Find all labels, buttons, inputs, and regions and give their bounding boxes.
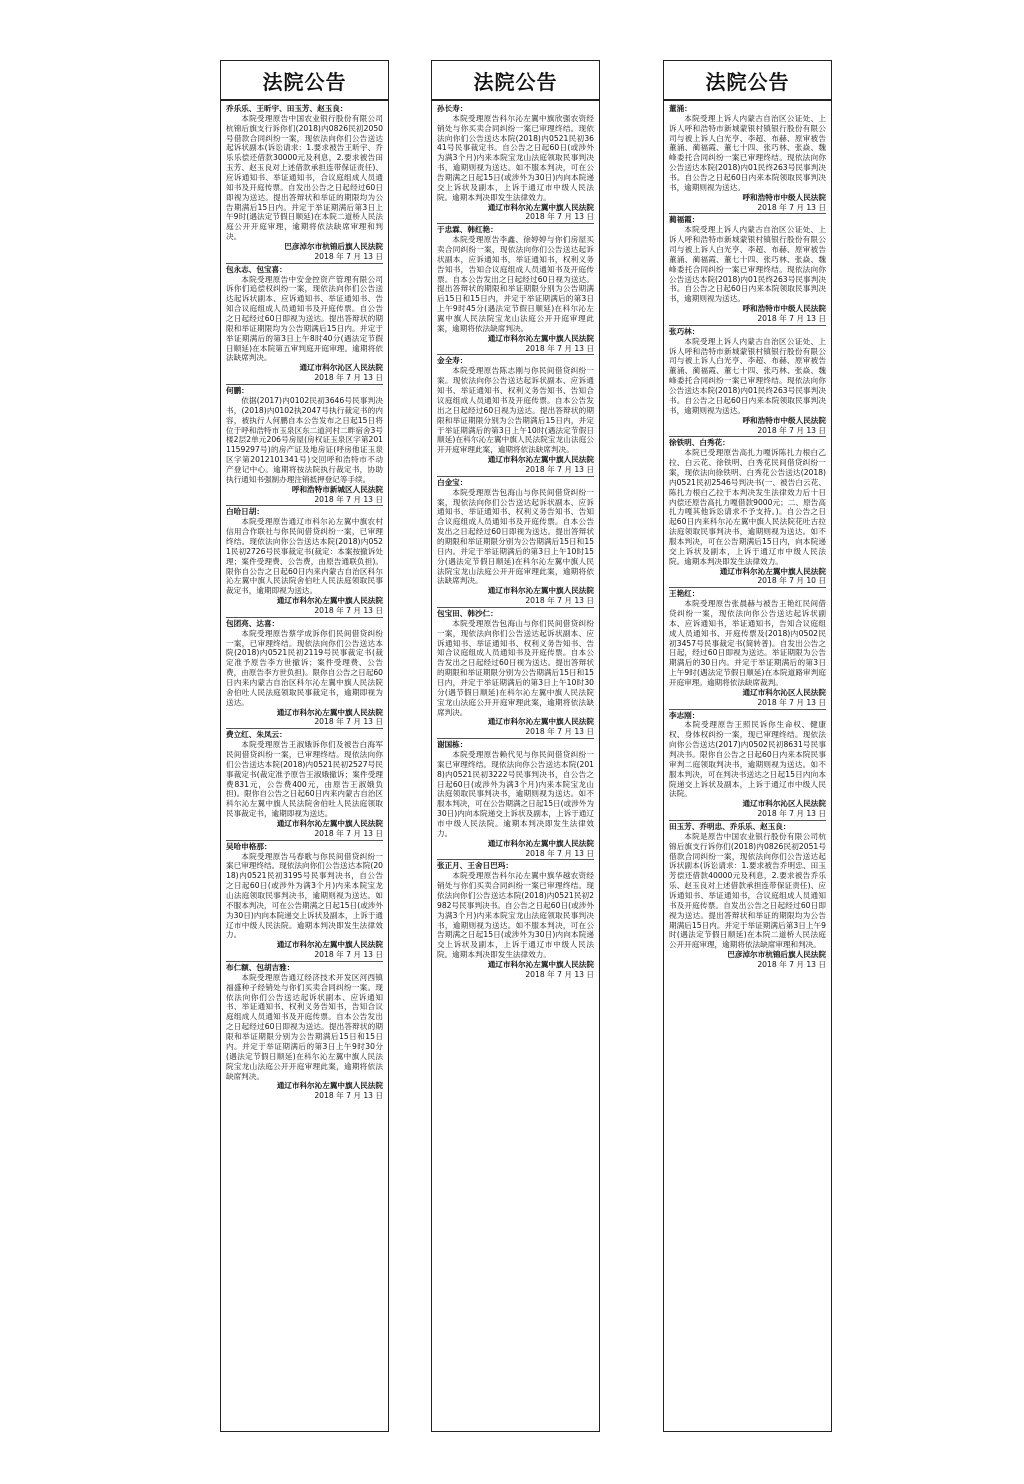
- court-notice: [669, 821, 826, 971]
- notice-court: 巴彦淖尔市杭锦后旗人民法院: [727, 950, 826, 960]
- notice-body: 本院受理上诉人内蒙古自治区公证处、上诉人呼和浩特市新城蒙银村镇银行股份有限公司与被上诉人白光亨、李超、布赫、原审被告董涌、蔺福霞、董七十四、张巧林、张焱、魏峰委托合同纠纷一案已审理终结。现依法向你公告送达本院(2018)内01民终263号民事判决书。自公告之日起60日内来本院领取民事判决书，逾期则视为送达。: [669, 225, 826, 304]
- notice-court: 通辽市科尔沁左翼中旗人民法院: [719, 566, 826, 576]
- court-notice: [437, 739, 594, 860]
- notice-body: 本院受理上诉人内蒙古自治区公证处、上诉人呼和浩特市新城蒙银村镇银行股份有限公司与被上诉人白光亨、李超、布赫、原审被告董涌、蔺福霞、董七十四、张巧林、张焱、魏峰委托合同纠纷一案已审理终结。现依法向你公告送达本院(2018)内01民终263号民事判决书。自公告之日起60日内来本院领取民事判决书，逾期则视为送达。: [669, 336, 826, 415]
- notice-recipient: 李志刚：: [669, 710, 700, 720]
- notice-body: 依据(2017)内0102民初3646号民事判决书，(2018)内0102执2047号执行裁定书的内容，被执行人何鹏自本公告发布之日起15日将位于呼和浩特市玉泉区东二道河村二畔宿舍3号楼2层2单元206号房屋(房权证玉泉区字第2011159297号)的房产证及地房证(呼房他证玉泉区字第2012101341号)交回呼和浩特市不动产登记中心。逾期将按法院执行裁定书，协助执行通知书强制办理注销抵押登记等手续。: [226, 395, 383, 484]
- column-3: [663, 60, 832, 1432]
- court-notice: [669, 710, 826, 821]
- notice-recipient: 费立红、朱凤云：: [226, 730, 287, 740]
- court-notice: [669, 103, 826, 214]
- column-title: 法院公告: [221, 61, 388, 101]
- notice-body: 本院受理原告中国农业银行股份有限公司杭锦后旗支行诉你们(2018)内0826民初2050号借款合同纠纷一案，现依法向你们公告送达起诉状副本(诉讼请求：1.要求被告王昕宇、乔乐乐偿还借款30000元及利息，2.要求被告田玉芳、赵玉良对上述借款承担连带保证责任)、应诉通知书、举证通知书，合议庭组成人员通知书及开庭传票。自发出公告之日起经过60日即视为送达。提出答辩状和举证的期限均为公告期满后15日内。并定于举证期满后第3日上午9时(遇法定节假日顺延)在本院二道桥人民法庭公开开庭审理，逾期将依法缺席审理和判决。: [226, 113, 383, 242]
- court-notice: [437, 477, 594, 608]
- notice-date: 2018 年 7 月 13 日: [525, 343, 594, 353]
- notice-date: 2018 年 7 月 13 日: [757, 960, 826, 970]
- notice-recipient: 包宝田、韩沙仁：: [437, 608, 498, 618]
- notice-recipient: 何鹏：: [226, 386, 249, 396]
- notice-court: 呼和浩特市中级人民法院: [742, 415, 826, 425]
- notice-court: 通辽市科尔沁区人民法院: [742, 687, 826, 697]
- notice-recipient: 吴哈申格那：: [226, 841, 272, 851]
- court-notice: [226, 506, 383, 617]
- notice-date: 2018 年 7 月 13 日: [525, 596, 594, 606]
- notice-body: 本院受理原告张晨赫与被告王艳红民间借贷纠纷一案，现依法向你公告送达起诉状副本、应诉通知书，举证通知书，告知合议庭组成人员通知书、开庭传票及(2018)内0502民初3457号民事裁定书(简转普)。自发出公告之日起，经过60日即视为送达。举证期限为公告期满后的30日内。并定于举证期满后的第3日上午9时(遇法定节假日顺延)在本院道路审判庭开庭审理。逾期将依法缺席裁判。: [669, 599, 826, 687]
- notice-recipient: 王艳红：: [669, 589, 700, 599]
- notice-recipient: 白金宝：: [437, 477, 468, 487]
- notice-court: 通辽市科尔沁左翼中旗人民法院: [276, 1081, 383, 1091]
- column-title: 法院公告: [432, 61, 599, 101]
- notice-recipient: 蔺福霞：: [669, 215, 700, 225]
- notice-date: 2018 年 7 月 13 日: [314, 605, 383, 615]
- notice-recipient: 包团亮、达喜：: [226, 618, 280, 628]
- notice-recipient: 徐铁明、白秀花：: [669, 438, 730, 448]
- notice-date: 2018 年 7 月 13 日: [757, 697, 826, 707]
- court-notice: [437, 355, 594, 476]
- notice-body: 本院受理原告陈志刚与你民间借贷纠纷一案。现依法向你公告送达起诉状副本、应诉通知书、举证通知书、权利义务告知书、告知合议庭组成人员通知书及开庭传票。自本公告发出之日起经过60日视为送达。提出答辩状的期限和举证期限分别为公告期满后15日内，并定于举证期满后的第3日上午10时(遇法定节假日顺延)在科尔沁左翼中旗人民法院宝龙山法庭公开开庭审理此案，逾期将依法缺席判决。: [437, 366, 594, 455]
- notice-date: 2018 年 7 月 13 日: [314, 1091, 383, 1101]
- notice-recipient: 董涌：: [669, 104, 692, 113]
- notice-date: 2018 年 7 月 13 日: [314, 494, 383, 504]
- notice-court: 通辽市科尔沁左翼中旗人民法院: [487, 455, 594, 465]
- court-notice: [669, 588, 826, 709]
- notice-court: 通辽市科尔沁左翼中旗人民法院: [276, 707, 383, 717]
- notice-date: 2018 年 7 月 13 日: [525, 464, 594, 474]
- notice-body: 本院受理原告蔡学成诉你们民间借贷纠纷一案，已审理终结。现依法向你们公告送达本院(2018)内0521民初2119号民事裁定书(裁定准予原告李方世撤诉；案件受理费、公告费，由原告李方世负担)。限你自公告之日起60日内来内蒙古自治区科尔沁左翼中旗人民法院舍伯吐人民法庭领取民事裁定书，逾期即视为送达。: [226, 628, 383, 707]
- notice-date: 2018 年 7 月 13 日: [314, 950, 383, 960]
- notice-recipient: 张正月、王舍日巴玛：: [437, 861, 513, 871]
- notice-body: 本院受理上诉人内蒙古自治区公证处、上诉人呼和浩特市新城蒙银村镇银行股份有限公司与被上诉人白光亨、李超、布赫、原审被告董涌、蔺福霞、董七十四、张巧林、张焱、魏峰委托合同纠纷一案已审理终结。现依法向你公告送达本院(2018)内01民终263号民事判决书。自公告之日起60日内来本院领取民事判决书，逾期则视为送达。: [669, 113, 826, 192]
- notice-date: 2018 年 7 月 13 日: [757, 425, 826, 435]
- notice-recipient: 孙长寿：: [437, 104, 468, 113]
- notice-recipient: 包永志、包宝喜：: [226, 264, 287, 274]
- notice-recipient: 布仁额、包胡吉雅：: [226, 963, 295, 973]
- notice-date: 2018 年 7 月 13 日: [525, 969, 594, 979]
- court-notice: [437, 103, 594, 224]
- court-notice: [226, 103, 383, 264]
- notice-court: 通辽市科尔沁左翼中旗人民法院: [487, 838, 594, 848]
- court-notice: [226, 385, 383, 506]
- notice-body: 本院受理原告包海山与你们民间借贷纠纷一案，现依法向你们公告送达起诉状副本、应诉通知书、举证通知书、权利义务告知书、告知合议庭组成人员通知书及开庭传票。自本公告发出之日起经过60日视为送达。提出答辩状的期限和举证期限分别为公告期满后15日和15日内，并定于举证期满后的第3日上午10时30分(遇节假日顺延)在科尔沁左翼中旗人民法院宝龙山法庭公开开庭审理此案，逾期将依法缺席判决。: [437, 618, 594, 717]
- notice-body: 本院受理原告李鑫、徐婷婷与你们房屋买卖合同纠纷一案，现依法向你们公告送达起诉状副本，应诉通知书，举证通知书，权利义务告知书，告知合议庭组成人员通知书及开庭传票。自本公告发出之日起经过60日视为送达。提出答辩状的期限和举证期限分别为公告期满后15日和15日内，并定于举证期满后的第3日上午9时45分(遇法定节假日顺延)在科尔沁左翼中旗人民法院宝龙山法庭公开开庭审理此案，逾期将依法缺席判决。: [437, 235, 594, 333]
- court-notice: [226, 962, 383, 1102]
- court-notice: [226, 729, 383, 840]
- court-notice: [669, 437, 826, 588]
- notice-body: 本院受理原告包海山与你民间借贷纠纷一案，现依法向你们公告送达起诉状副本、应诉通知书、举证通知书、权利义务告知书、告知合议庭组成人员通知书及开庭传票。自本公告发出之日起经过60日即视为送达。提出答辩状的期限和举证期限分别为公告期满后15日和15日内。并定于举证期满后的第3日上午10时15分(遇法定节假日顺延)在科尔沁左翼中旗人民法院宝龙山法庭公开开庭审理此案，逾期将依法缺席判决。: [437, 487, 594, 586]
- notice-court: 通辽市科尔沁左翼中旗人民法院: [487, 960, 594, 970]
- notice-recipient: 于忠霖、韩红艳：: [437, 225, 498, 235]
- notice-court: 通辽市科尔沁左翼中旗人民法院: [487, 333, 594, 343]
- notice-court: 通辽市科尔沁左翼中旗人民法院: [487, 586, 594, 596]
- notice-body: 本院受理原告马春歌与你民间借贷纠纷一案已审理终结。现依法向你们公告送达本院(2018)内0521民初3195号民事判决书，自公告之日起60日(或涉外为满3个月)内来本院宝龙山法庭领取民事判决书，逾期则视为送达。如不服本判决，可在公告期满之日起15日(或涉外为30日)内向本院递交上诉状及副本，上诉于通辽市中级人民法院。逾期本判决即发生法律效力。: [226, 851, 383, 940]
- notice-date: 2018 年 7 月 13 日: [525, 212, 594, 222]
- notice-body: 本院已受理原告高扎力嘎诉陈扎力根白乙拉、白云花、徐铁明、白秀花民间借贷纠纷一案，现依法向徐铁明、白秀花公告送达(2018)内0521民初2546号判决书(一、被告白云花、陈扎力根白乙拉于本判决发生法律效力后十日内偿还原告高扎力嘎借款9000元；二、原告高扎力嘎其他诉讼请求不予支持。)。自公告之日起60日内来科尔沁左翼中旗人民法院花吐古拉法庭领取民事判决书，逾期则视为送达。如不服本判决，可在公告期满后15日内，向本院递交上诉状及副本，上诉于通辽市中级人民法院。逾期本判决即发生法律效力。: [669, 448, 826, 566]
- notice-date: 2018 年 7 月 13 日: [525, 848, 594, 858]
- column-title: 法院公告: [664, 61, 831, 101]
- notice-court: 通辽市科尔沁左翼中旗人民法院: [487, 717, 594, 727]
- notice-body: 本院是原告中国农业银行股份有限公司杭锦后旗支行诉你们(2018)内0826民初2051号借款合同纠纷一案，现依法向你们公告送达起诉状副本(诉讼请求：1.要求被告乔明忠、田玉芳偿还借款40000元及利息，2.要求被告乔乐乐、赵玉良对上述借款承担连带保证责任)、应诉通知书、举证通知书，合议庭组成人员通知书及开庭传票。自发出公告之日起经过60日即视为送达。提出答辩状和举证的期限均为公告期满后15日内。并定于举证期满后第3日上午9时(遇法定节假日顺延)在本院二道桥人民法庭公开开庭审理，逾期将依法缺席审理和判决。: [669, 831, 826, 950]
- notice-body: 本院受理原告王照民诉你生命权、健康权、身体权纠纷一案，现已审理终结。现依法向你公告送达(2017)内0502民初8631号民事判决书。限你自公告之日起60日内来本院民事审判二庭领取判决书，逾期则视为送达。如不服本判决，可在判决书送达之日起15日内向本院递交上诉状及副本，上诉于通辽市中级人民法院。: [669, 720, 826, 799]
- notice-court: 通辽市科尔沁左翼中旗人民法院: [487, 202, 594, 212]
- column-2: [431, 60, 600, 1432]
- notice-body: 本院受理原告科尔沁左翼中旗华越农资经销处与你们买卖合同纠纷一案已审理终结。现依法向你们公告送达本院(2018)内0521民初2982号民事判决书。自公告之日起60日(或涉外为满3个月)内来本院宝龙山法庭领取民事判决书，逾期则视为送达。如不服本判决，可在公告期满之日起15日(或涉外为30日)内向本院递交上诉状及副本，上诉于通辽市中级人民法院。逾期本判决即发生法律效力。: [437, 871, 594, 960]
- notice-court: 通辽市科尔沁左翼中旗人民法院: [276, 940, 383, 950]
- notice-court: 通辽市科尔沁左翼中旗人民法院: [276, 819, 383, 829]
- notice-date: 2018 年 7 月 10 日: [757, 576, 826, 586]
- notice-court: 通辽市科尔沁左翼中旗人民法院: [276, 596, 383, 606]
- notice-date: 2018 年 7 月 13 日: [757, 809, 826, 819]
- notice-date: 2018 年 7 月 13 日: [757, 314, 826, 324]
- court-notice: [669, 214, 826, 325]
- notice-recipient: 张巧林：: [669, 326, 700, 336]
- court-notice: [437, 608, 594, 739]
- notice-date: 2018 年 7 月 13 日: [314, 717, 383, 727]
- notice-date: 2018 年 7 月 13 日: [757, 202, 826, 212]
- notice-recipient: 谢国栋：: [437, 740, 468, 750]
- notice-date: 2018 年 7 月 13 日: [314, 828, 383, 838]
- court-notice: [437, 860, 594, 980]
- notice-court: 呼和浩特市中级人民法院: [742, 304, 826, 314]
- notice-recipient: 乔乐乐、王昕宇、田玉芳、赵玉良：: [226, 104, 348, 113]
- notice-body: 本院受理原告科尔沁左翼中旗欣强农资经销处与你买卖合同纠纷一案已审理终结。现依法向你们公告送达本院(2018)内0521民初3641号民事裁定书。自公告之日起60日(或涉外为满3个月)内来本院宝龙山法庭领取民事判决书，逾期则视为送达。如不服本判决，可在公告期满之日起15日(或涉外为30日)内向本院递交上诉状及副本，上诉于通辽市中级人民法院。逾期本判决即发生法律效力。: [437, 113, 594, 202]
- court-notice: [226, 841, 383, 962]
- court-notice: [669, 326, 826, 437]
- notice-court: 通辽市科尔沁区人民法院: [742, 799, 826, 809]
- notice-recipient: 田玉芳、乔明忠、乔乐乐、赵玉良：: [669, 822, 791, 832]
- notice-court: 通辽市科尔沁区人民法院: [299, 363, 383, 373]
- notice-court: 巴彦淖尔市杭锦后旗人民法院: [284, 242, 383, 252]
- notice-court: 呼和浩特市中级人民法院: [742, 192, 826, 202]
- notice-date: 2018 年 7 月 13 日: [314, 251, 383, 261]
- notice-body: 本院受理原告中安金控资产管理有限公司诉你们追偿权纠纷一案，现依法向你们公告送达起诉状副本、应诉通知书、举证通知书、告知合议庭组成人员通知书及开庭传票。自公告之日起经过60日即视为送达。提出答辩状的期限和举证期限均为公告期满后15日内。并定于举证期满后的第3日上午8时40分(遇法定节假日顺延)在本院第五审判庭开庭审理。逾期将依法缺席判决。: [226, 274, 383, 363]
- notice-body: 本院受理原告赖代见与你民间借贷纠纷一案已审理终结。现依法向你公告送达本院(2018)内0521民初3222号民事判决书，自公告之日起60日(或涉外为满3个月)内来本院宝龙山法庭领取民事判决书，逾期则视为送达。如不服本判决，可在公告期满之日起15日(或涉外为30日)内向本院递交上诉状及副本，上诉于通辽市中级人民法院。逾期本判决即发生法律效力。: [437, 750, 594, 838]
- notice-recipient: 金全寿：: [437, 356, 468, 366]
- court-notice: [226, 618, 383, 729]
- notice-body: 本院受理原告通辽市科尔沁左翼中旗农村信用合作联社与你民间借贷纠纷一案，已审理终结。现依法向你公告送达本院(2018)内0521民初2726号民事裁定书(裁定：本案按撤诉处理；案件受理费、公告费，由原告通联负担)。限你自公告之日起60日内来内蒙古自治区科尔沁左翼中旗人民法院舍伯吐人民法庭领取民事裁定书，逾期即视为送达。: [226, 517, 383, 596]
- notice-recipient: 白哈日胡：: [226, 507, 264, 517]
- court-notice: [226, 264, 383, 385]
- notice-court: 呼和浩特市新城区人民法院: [291, 484, 383, 494]
- column-1: [220, 60, 389, 1432]
- notice-date: 2018 年 7 月 13 日: [525, 727, 594, 737]
- notice-body: 本院受理原告王淑娥诉你们及被告白海军民间借贷纠纷一案，已审理终结。现依法向你们公告送达本院(2018)内0521民初2527号民事裁定书(裁定准予原告王淑娥撤诉；案件受理费831元，公告费400元，由原告王淑娥负担)。限你自公告之日起60日内来内蒙古自治区科尔沁左翼中旗人民法院舍伯吐人民法庭领取民事裁定书，逾期即视为送达。: [226, 740, 383, 819]
- notice-body: 本院受理原告通辽经济技术开发区河西镇福盛种子经销处与你们买卖合同纠纷一案。现依法向你们公告送达起诉状副本、应诉通知书、举证通知书、权利义务告知书，告知合议庭组成人员通知书及开庭传票。自本公告发出之日起经过60日即视为送达。提出答辩状的期限和举证期限分别为公告期满后15日和15日内。并定于举证期满后的第3日上午9时30分(遇法定节假日顺延)在科尔沁左翼中旗人民法院宝龙山法庭公开开庭审理此案，逾期将依法缺席判决。: [226, 972, 383, 1081]
- notice-date: 2018 年 7 月 13 日: [314, 373, 383, 383]
- court-notice: [437, 224, 594, 355]
